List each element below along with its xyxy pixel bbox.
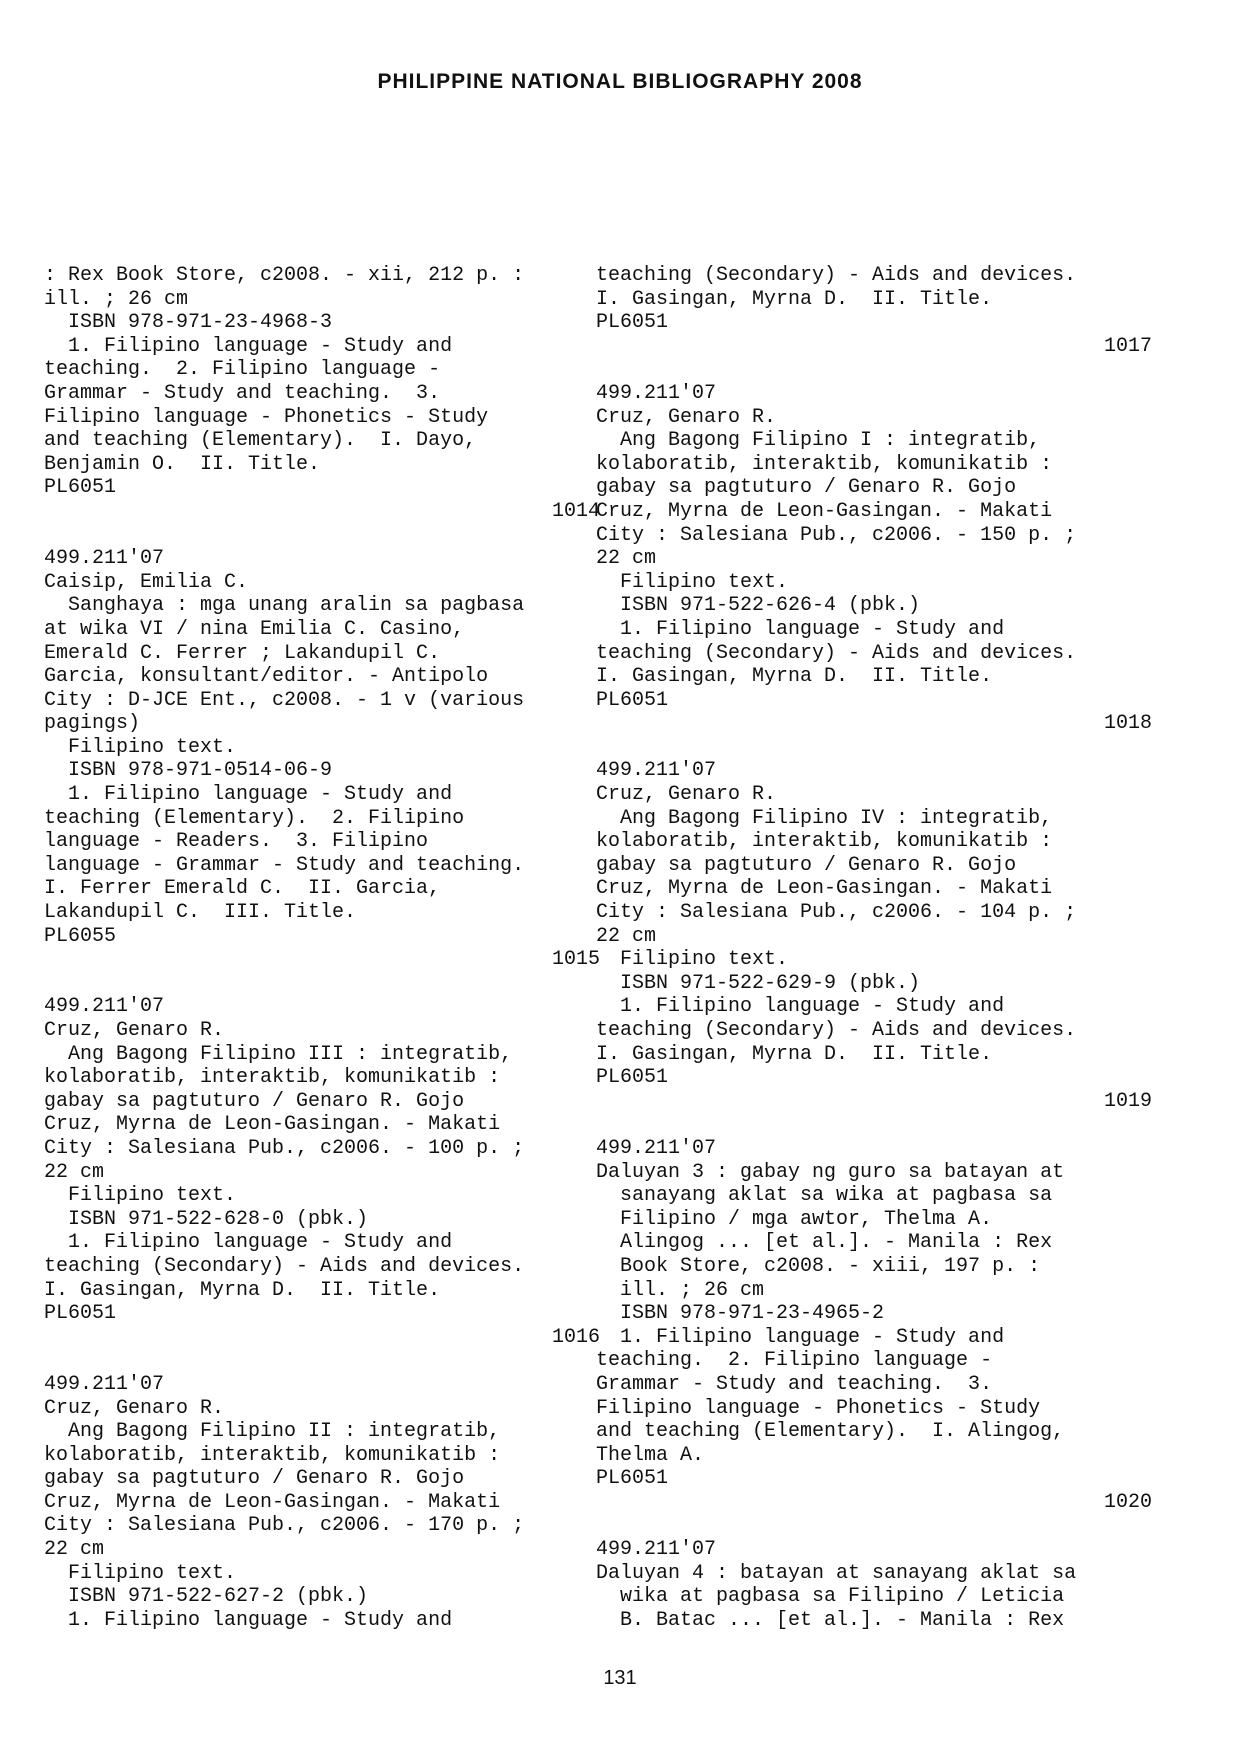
bibliography-column-left: [44, 264, 600, 1632]
entry-number: 1020: [1103, 1490, 1152, 1514]
entry-text-line: Cruz, Myrna de Leon-Gasingan. - Makati: [44, 1113, 501, 1137]
entry-text-line: pagings): [44, 712, 141, 736]
entry-text-line: Lakandupil C. III. Title.: [44, 901, 357, 925]
entry-text-line: PL6051: [44, 476, 117, 500]
entry-text-line: gabay sa pagtuturo / Genaro R. Gojo: [596, 853, 1017, 877]
entry-text-line: Cruz, Genaro R.: [596, 405, 777, 429]
entry-text-line: teaching. 2. Filipino language -: [44, 358, 441, 382]
entry-text-line: Filipino text.: [596, 570, 789, 594]
entry-text-line: Filipino text.: [44, 735, 237, 759]
entry-text-line: Ang Bagong Filipino IV : integratib,: [596, 806, 1053, 830]
entry-text-line: gabay sa pagtuturo / Genaro R. Gojo: [596, 476, 1017, 500]
entry-text-line: ill. ; 26 cm: [44, 287, 189, 311]
entry-text-line: 1. Filipino language - Study and: [596, 617, 1005, 641]
entry-text-line: ISBN 971-522-628-0 (pbk.): [44, 1207, 369, 1231]
entry-text-line: I. Ferrer Emerald C. II. Garcia,: [44, 877, 441, 901]
entry-text-line: Grammar - Study and teaching. 3.: [596, 1372, 993, 1396]
entry-text-line: Daluyan 4 : batayan at sanayang aklat sa: [596, 1561, 1077, 1585]
entry-text-line: Filipino language - Phonetics - Study: [596, 1396, 1041, 1420]
entry-text-line: at wika VI / nina Emilia C. Casino,: [44, 617, 465, 641]
entry-text-line: City : Salesiana Pub., c2006. - 104 p. ;: [596, 901, 1077, 925]
entry-text-line: kolaboratib, interaktib, komunikatib :: [44, 1066, 501, 1090]
entry-spacer: [44, 1349, 600, 1373]
entry-number: 1019: [1103, 1089, 1152, 1113]
entry-text-line: City : Salesiana Pub., c2006. - 100 p. ;: [44, 1136, 525, 1160]
entry-number: 1018: [1103, 712, 1152, 736]
entry-text-line: Alingog ... [et al.]. - Manila : Rex: [596, 1231, 1053, 1255]
entry-text-line: and teaching (Elementary). I. Dayo,: [44, 429, 477, 453]
entry-text-line: Ang Bagong Filipino II : integratib,: [44, 1420, 501, 1444]
entry-text-line: Cruz, Myrna de Leon-Gasingan. - Makati: [596, 499, 1053, 523]
entry-text-line: gabay sa pagtuturo / Genaro R. Gojo: [44, 1467, 465, 1491]
entry-text-line: ISBN 971-522-626-4 (pbk.): [596, 594, 921, 618]
entry-text-line: ISBN 971-522-629-9 (pbk.): [596, 971, 921, 995]
entry-number: 1015: [551, 948, 600, 972]
entry-text-line: 499.211'07: [596, 1538, 717, 1562]
entry-text-line: Cruz, Genaro R.: [44, 1019, 225, 1042]
entry-text-line: Grammar - Study and teaching. 3.: [44, 381, 441, 405]
entry-text-line: City : D-JCE Ent., c2008. - 1 v (various: [44, 688, 525, 712]
entry-text-line: 1. Filipino language - Study and: [44, 783, 453, 807]
entry-spacer: [596, 736, 1152, 760]
entry-text-line: City : Salesiana Pub., c2006. - 170 p. ;: [44, 1514, 525, 1538]
entry-text-line: PL6051: [596, 1066, 669, 1090]
entry-number: 1014: [551, 499, 600, 523]
entry-text-line: teaching (Secondary) - Aids and devices.: [596, 641, 1077, 665]
entry-text-line: 499.211'07: [44, 1372, 165, 1396]
entry-text-line: 1. Filipino language - Study and: [44, 334, 453, 358]
entry-text-line: : Rex Book Store, c2008. - xii, 212 p. :: [44, 264, 525, 287]
entry-text-line: I. Gasingan, Myrna D. II. Title.: [596, 287, 993, 311]
entry-text-line: 22 cm: [44, 1160, 105, 1184]
entry-text-line: and teaching (Elementary). I. Alingog,: [596, 1420, 1065, 1444]
entry-text-line: PL6051: [596, 1467, 669, 1491]
entry-text-line: Book Store, c2008. - xiii, 197 p. :: [596, 1254, 1041, 1278]
entry-text-line: I. Gasingan, Myrna D. II. Title.: [596, 665, 993, 689]
entry-text-line: kolaboratib, interaktib, komunikatib :: [596, 452, 1053, 476]
entry-spacer: [596, 1113, 1152, 1137]
page-title: PHILIPPINE NATIONAL BIBLIOGRAPHY 2008: [377, 70, 863, 93]
entry-text-line: teaching (Secondary) - Aids and devices.: [596, 264, 1077, 287]
entry-text-line: ill. ; 26 cm: [596, 1278, 765, 1302]
entry-text-line: Cruz, Genaro R.: [44, 1396, 225, 1420]
entry-text-line: Daluyan 3 : gabay ng guro sa batayan at: [596, 1160, 1065, 1184]
entry-text-line: PL6051: [596, 688, 669, 712]
page-number: 131: [603, 1667, 637, 1689]
entry-text-line: teaching (Secondary) - Aids and devices.: [596, 1019, 1077, 1042]
entry-text-line: Cruz, Genaro R.: [596, 783, 777, 807]
entry-text-line: I. Gasingan, Myrna D. II. Title.: [596, 1042, 993, 1066]
entry-text-line: Sanghaya : mga unang aralin sa pagbasa: [44, 594, 525, 618]
entry-text-line: 22 cm: [596, 924, 657, 948]
entry-text-line: 499.211'07: [596, 381, 717, 405]
entry-text-line: sanayang aklat sa wika at pagbasa sa: [596, 1184, 1053, 1208]
entry-text-line: ISBN 978-971-0514-06-9: [44, 759, 333, 783]
entry-text-line: 1. Filipino language - Study and: [44, 1608, 453, 1632]
entry-spacer: [596, 358, 1152, 382]
entry-text-line: 499.211'07: [44, 995, 165, 1019]
entry-text-line: ISBN 971-522-627-2 (pbk.): [44, 1585, 369, 1609]
entry-text-line: PL6051: [596, 311, 669, 335]
entry-text-line: 499.211'07: [44, 547, 165, 571]
entry-spacer: [44, 972, 600, 996]
entry-text-line: 1. Filipino language - Study and: [596, 1325, 1005, 1349]
entry-text-line: teaching (Secondary) - Aids and devices.: [44, 1254, 525, 1278]
entry-text-line: Filipino text.: [44, 1561, 237, 1585]
entry-text-line: I. Gasingan, Myrna D. II. Title.: [44, 1278, 441, 1302]
entry-spacer: [596, 1514, 1152, 1538]
entry-text-line: language - Grammar - Study and teaching.: [44, 853, 525, 877]
entry-text-line: teaching. 2. Filipino language -: [596, 1349, 993, 1373]
entry-text-line: gabay sa pagtuturo / Genaro R. Gojo: [44, 1089, 465, 1113]
bibliography-column-right: [596, 264, 1152, 1632]
entry-text-line: Cruz, Myrna de Leon-Gasingan. - Makati: [596, 877, 1053, 901]
entry-text-line: PL6055: [44, 924, 117, 948]
entry-text-line: City : Salesiana Pub., c2006. - 150 p. ;: [596, 523, 1077, 547]
entry-text-line: Filipino text.: [44, 1184, 237, 1208]
entry-text-line: 499.211'07: [596, 759, 717, 783]
entry-text-line: Cruz, Myrna de Leon-Gasingan. - Makati: [44, 1490, 501, 1514]
entry-text-line: Filipino / mga awtor, Thelma A.: [596, 1207, 993, 1231]
entry-number: 1017: [1103, 334, 1152, 358]
entry-text-line: teaching (Elementary). 2. Filipino: [44, 806, 465, 830]
entry-text-line: B. Batac ... [et al.]. - Manila : Rex: [596, 1608, 1065, 1632]
entry-text-line: kolaboratib, interaktib, komunikatib :: [596, 830, 1053, 854]
entry-text-line: Benjamin O. II. Title.: [44, 452, 321, 476]
entry-text-line: 1. Filipino language - Study and: [44, 1231, 453, 1255]
entry-text-line: 499.211'07: [596, 1136, 717, 1160]
entry-text-line: Ang Bagong Filipino I : integratib,: [596, 429, 1041, 453]
entry-number: 1016: [551, 1325, 600, 1349]
entry-text-line: language - Readers. 3. Filipino: [44, 830, 429, 854]
entry-text-line: Ang Bagong Filipino III : integratib,: [44, 1042, 513, 1066]
entry-text-line: PL6051: [44, 1302, 117, 1326]
entry-text-line: Filipino text.: [596, 948, 789, 972]
entry-text-line: Caisip, Emilia C.: [44, 570, 249, 594]
entry-text-line: 1. Filipino language - Study and: [596, 995, 1005, 1019]
entry-text-line: ISBN 978-971-23-4965-2: [596, 1302, 885, 1326]
entry-text-line: 22 cm: [596, 547, 657, 571]
entry-text-line: wika at pagbasa sa Filipino / Leticia: [596, 1585, 1065, 1609]
entry-spacer: [44, 524, 600, 548]
entry-text-line: kolaboratib, interaktib, komunikatib :: [44, 1443, 501, 1467]
entry-text-line: Thelma A.: [596, 1443, 705, 1467]
entry-text-line: ISBN 978-971-23-4968-3: [44, 311, 333, 335]
entry-text-line: Garcia, konsultant/editor. - Antipolo: [44, 665, 489, 689]
entry-text-line: Emerald C. Ferrer ; Lakandupil C.: [44, 641, 441, 665]
entry-text-line: 22 cm: [44, 1538, 105, 1562]
entry-text-line: Filipino language - Phonetics - Study: [44, 405, 489, 429]
